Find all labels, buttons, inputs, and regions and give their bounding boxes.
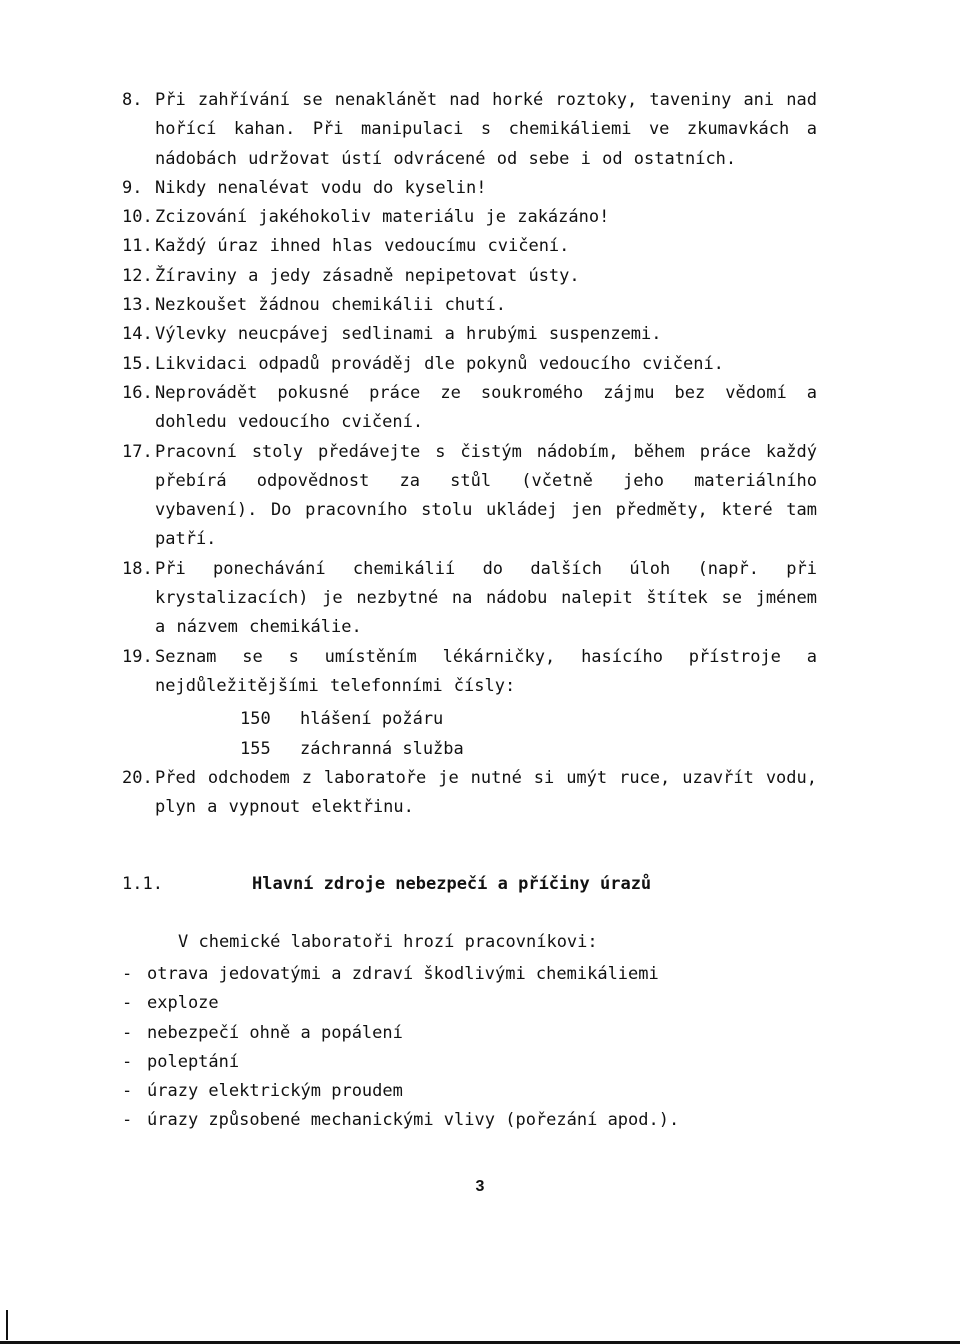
rule-number: 10. — [122, 207, 153, 228]
phone-number: 155 — [240, 738, 271, 759]
rule-text: Výlevky neucpávej sedlinami a hrubými suspenzemi. — [155, 324, 662, 345]
phone-number: 150 — [240, 709, 271, 730]
rule-text: Před odchodem z laboratoře je nutné si umýt ruce, uzavřít vodu, plyn a vypnout elektřinu. — [155, 767, 817, 818]
rule-item — [0, 203, 960, 232]
section-number: 1.1. — [122, 874, 163, 894]
lab-rules-list — [0, 86, 960, 822]
rule-item — [0, 232, 960, 261]
rule-number: 18. — [122, 558, 153, 579]
rule-text: Pracovní stoly předávejte s čistým nádobím, během práce každý přebírá odpovědnost za stůl (včetně jeho materiálního vybavení). Do pracovního stolu ukládej jen předměty, které tam patří. — [155, 441, 817, 550]
rule-item — [0, 555, 960, 643]
scan-corner-mark — [6, 1310, 8, 1340]
list-dash: - — [122, 1022, 133, 1043]
rule-number: 11. — [122, 236, 153, 257]
rule-item — [0, 643, 960, 702]
rule-number: 17. — [122, 441, 153, 462]
rule-text: Zcizování jakéhokoliv materiálu je zakázáno! — [155, 207, 610, 228]
rule-text: Při zahřívání se nenaklánět nad horké roztoky, taveniny ani nad hořící kahan. Při manipulaci s chemikáliemi ve zkumavkách a nádobách udržovat ústí odvrácené od sebe i od ostatních. — [155, 90, 817, 169]
rule-item — [0, 379, 960, 438]
rule-item — [0, 438, 960, 555]
rule-item — [0, 262, 960, 291]
rule-text: Nikdy nenalévat vodu do kyselin! — [155, 177, 487, 198]
list-dash: - — [122, 1110, 133, 1131]
phone-entry — [0, 705, 960, 734]
rule-text: Likvidaci odpadů prováděj dle pokynů vedoucího cvičení. — [155, 353, 724, 374]
rule-text: Seznam se s umístěním lékárničky, hasícího přístroje a nejdůležitějšími telefonními čísly: — [155, 646, 817, 696]
rule-number: 8. — [122, 90, 143, 110]
hazard-text: otrava jedovatými a zdraví škodlivými chemikáliemi — [147, 964, 659, 984]
rule-item — [0, 174, 960, 203]
emergency-phone-list — [0, 705, 960, 764]
rule-item — [0, 291, 960, 320]
rule-number: 14. — [122, 324, 153, 345]
list-dash: - — [122, 964, 133, 984]
hazards-list — [122, 960, 822, 1136]
rule-number: 19. — [122, 646, 153, 667]
hazard-text: poleptání — [147, 1051, 240, 1072]
rule-item — [0, 86, 960, 174]
hazard-item — [122, 1048, 822, 1077]
hazard-text: nebezpečí ohně a popálení — [147, 1022, 403, 1043]
rule-number: 15. — [122, 353, 153, 374]
rule-text: Při ponechávání chemikálií do dalších úloh (např. při krystalizacích) je nezbytné na nádobu nalepit štítek se jménem a názvem chemikálie. — [155, 558, 817, 638]
phone-entry — [0, 735, 960, 764]
phone-label: hlášení požáru — [300, 709, 444, 730]
rule-text: Každý úraz ihned hlas vedoucímu cvičení. — [155, 236, 570, 257]
hazard-item — [122, 1077, 822, 1106]
rule-number: 13. — [122, 295, 153, 316]
rule-number: 12. — [122, 265, 153, 286]
hazard-item — [122, 1106, 822, 1135]
section-title: Hlavní zdroje nebezpečí a příčiny úrazů — [252, 874, 652, 894]
rule-number: 20. — [122, 767, 153, 788]
list-dash: - — [122, 1051, 133, 1072]
rule-number: 16. — [122, 382, 153, 403]
hazard-item — [122, 1019, 822, 1048]
hazard-item — [122, 989, 822, 1018]
phone-label: záchranná služba — [300, 738, 464, 759]
rule-item — [0, 320, 960, 349]
rule-text: Žíraviny a jedy zásadně nepipetovat ústy. — [155, 265, 580, 286]
list-dash: - — [122, 1081, 133, 1102]
hazard-item — [122, 960, 822, 989]
hazard-text: úrazy elektrickým proudem — [147, 1081, 403, 1102]
hazard-text: úrazy způsobené mechanickými vlivy (pořezání apod.). — [147, 1110, 680, 1131]
rule-number: 9. — [122, 177, 143, 198]
rule-text: Neprovádět pokusné práce ze soukromého zájmu bez vědomí a dohledu vedoucího cvičení. — [155, 382, 817, 433]
page-number: 3 — [475, 1178, 485, 1195]
hazards-intro: V chemické laboratoři hrozí pracovníkovi: — [178, 932, 598, 952]
section-heading — [122, 874, 822, 894]
hazard-text: exploze — [147, 993, 219, 1014]
rule-text: Nezkoušet žádnou chemikálii chutí. — [155, 295, 506, 316]
rule-item — [0, 350, 960, 379]
rule-item — [0, 764, 960, 823]
list-dash: - — [122, 993, 133, 1014]
